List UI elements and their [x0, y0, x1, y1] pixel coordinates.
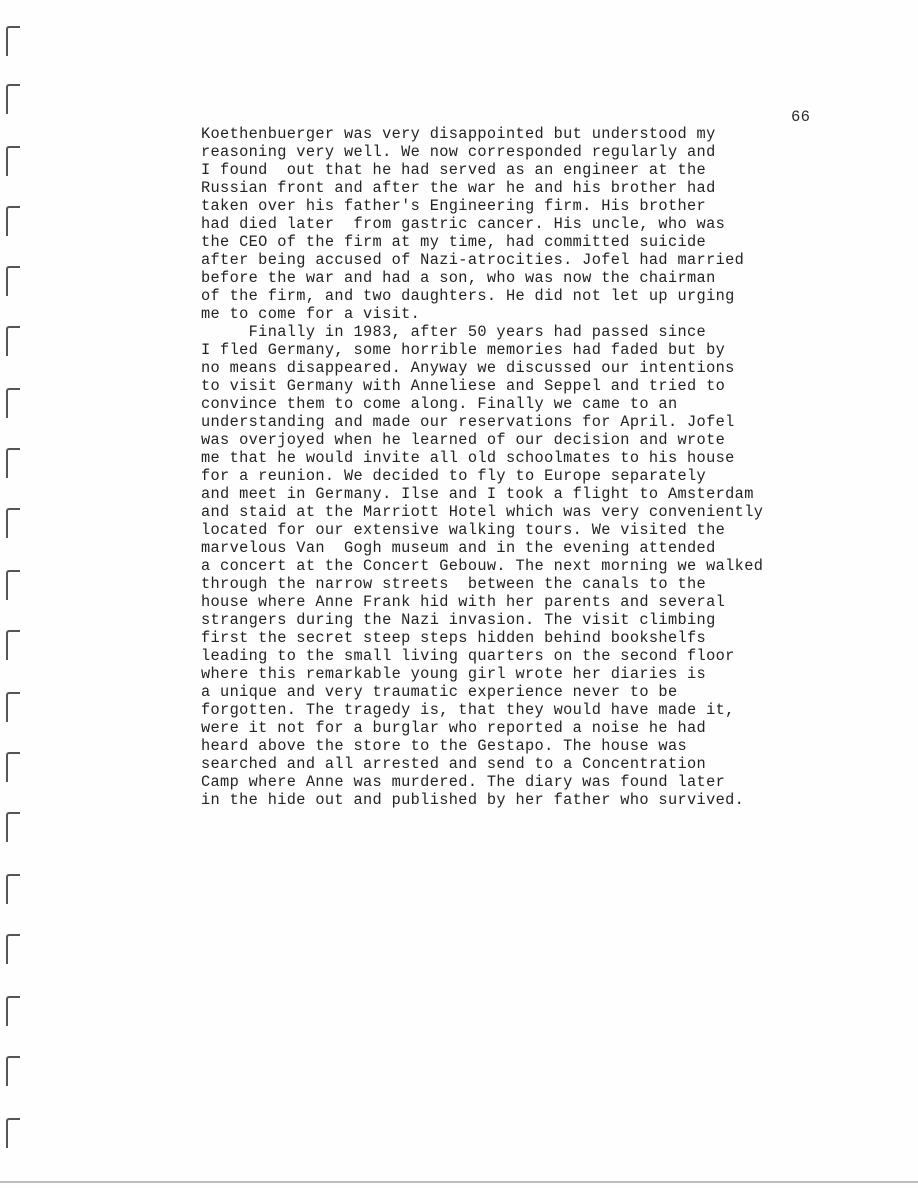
text-line: forgotten. The tragedy is, that they would have made it, — [201, 701, 735, 719]
text-line: taken over his father's Engineering firm. His brother — [201, 197, 707, 215]
text-line: I found out that he had served as an engineer at the — [201, 161, 707, 179]
text-line: me to come for a visit. — [201, 305, 421, 323]
page-number: 66 — [791, 108, 811, 126]
binding-hole-mark — [6, 26, 20, 56]
binding-hole-mark — [6, 146, 20, 176]
text-line: strangers during the Nazi invasion. The visit climbing — [201, 611, 716, 629]
body-text — [201, 125, 861, 809]
text-line: was overjoyed when he learned of our decision and wrote — [201, 431, 726, 449]
binding-hole-mark — [6, 812, 20, 842]
binding-hole-mark — [6, 448, 20, 478]
binding-hole-mark — [6, 326, 20, 356]
binding-hole-mark — [6, 570, 20, 600]
binding-hole-mark — [6, 996, 20, 1026]
binding-hole-mark — [6, 874, 20, 904]
text-line: after being accused of Nazi-atrocities. Jofel had married — [201, 251, 745, 269]
text-line: and meet in Germany. Ilse and I took a flight to Amsterdam — [201, 485, 754, 503]
binding-holes — [0, 0, 30, 1188]
text-line: and staid at the Marriott Hotel which was very conveniently — [201, 503, 764, 521]
text-line: understanding and made our reservations for April. Jofel — [201, 413, 735, 431]
text-line: of the firm, and two daughters. He did not let up urging — [201, 287, 735, 305]
text-line: had died later from gastric cancer. His uncle, who was — [201, 215, 726, 233]
text-line: Russian front and after the war he and his brother had — [201, 179, 716, 197]
binding-hole-mark — [6, 752, 20, 782]
text-line: first the secret steep steps hidden behind bookshelfs — [201, 629, 707, 647]
text-line: where this remarkable young girl wrote her diaries is — [201, 665, 707, 683]
text-line: located for our extensive walking tours. We visited the — [201, 521, 726, 539]
binding-hole-mark — [6, 508, 20, 538]
text-line: convince them to come along. Finally we came to an — [201, 395, 678, 413]
text-line: me that he would invite all old schoolmates to his house — [201, 449, 735, 467]
text-line: Finally in 1983, after 50 years had passed since — [201, 323, 707, 341]
text-line: marvelous Van Gogh museum and in the evening attended — [201, 539, 716, 557]
binding-hole-mark — [6, 1056, 20, 1086]
text-line: in the hide out and published by her father who survived. — [201, 791, 745, 809]
text-line: heard above the store to the Gestapo. The house was — [201, 737, 688, 755]
binding-hole-mark — [6, 206, 20, 236]
text-line: house where Anne Frank hid with her parents and several — [201, 593, 726, 611]
text-line: were it not for a burglar who reported a noise he had — [201, 719, 707, 737]
text-line: Camp where Anne was murdered. The diary was found later — [201, 773, 726, 791]
text-line: Koethenbuerger was very disappointed but understood my — [201, 125, 716, 143]
text-line: for a reunion. We decided to fly to Europe separately — [201, 467, 707, 485]
text-line: searched and all arrested and send to a Concentration — [201, 755, 707, 773]
text-line: a unique and very traumatic experience never to be — [201, 683, 678, 701]
text-line: the CEO of the firm at my time, had committed suicide — [201, 233, 707, 251]
text-line: no means disappeared. Anyway we discussed our intentions — [201, 359, 735, 377]
binding-hole-mark — [6, 388, 20, 418]
binding-hole-mark — [6, 1118, 20, 1148]
text-line: leading to the small living quarters on the second floor — [201, 647, 735, 665]
text-line: before the war and had a son, who was now the chairman — [201, 269, 716, 287]
scan-bottom-edge — [0, 1181, 918, 1183]
text-line: I fled Germany, some horrible memories had faded but by — [201, 341, 726, 359]
binding-hole-mark — [6, 692, 20, 722]
text-line: reasoning very well. We now corresponded regularly and — [201, 143, 716, 161]
text-line: a concert at the Concert Gebouw. The next morning we walked — [201, 557, 764, 575]
text-line: to visit Germany with Anneliese and Seppel and tried to — [201, 377, 726, 395]
binding-hole-mark — [6, 630, 20, 660]
binding-hole-mark — [6, 266, 20, 296]
text-line: through the narrow streets between the canals to the — [201, 575, 707, 593]
binding-hole-mark — [6, 934, 20, 964]
binding-hole-mark — [6, 84, 20, 114]
